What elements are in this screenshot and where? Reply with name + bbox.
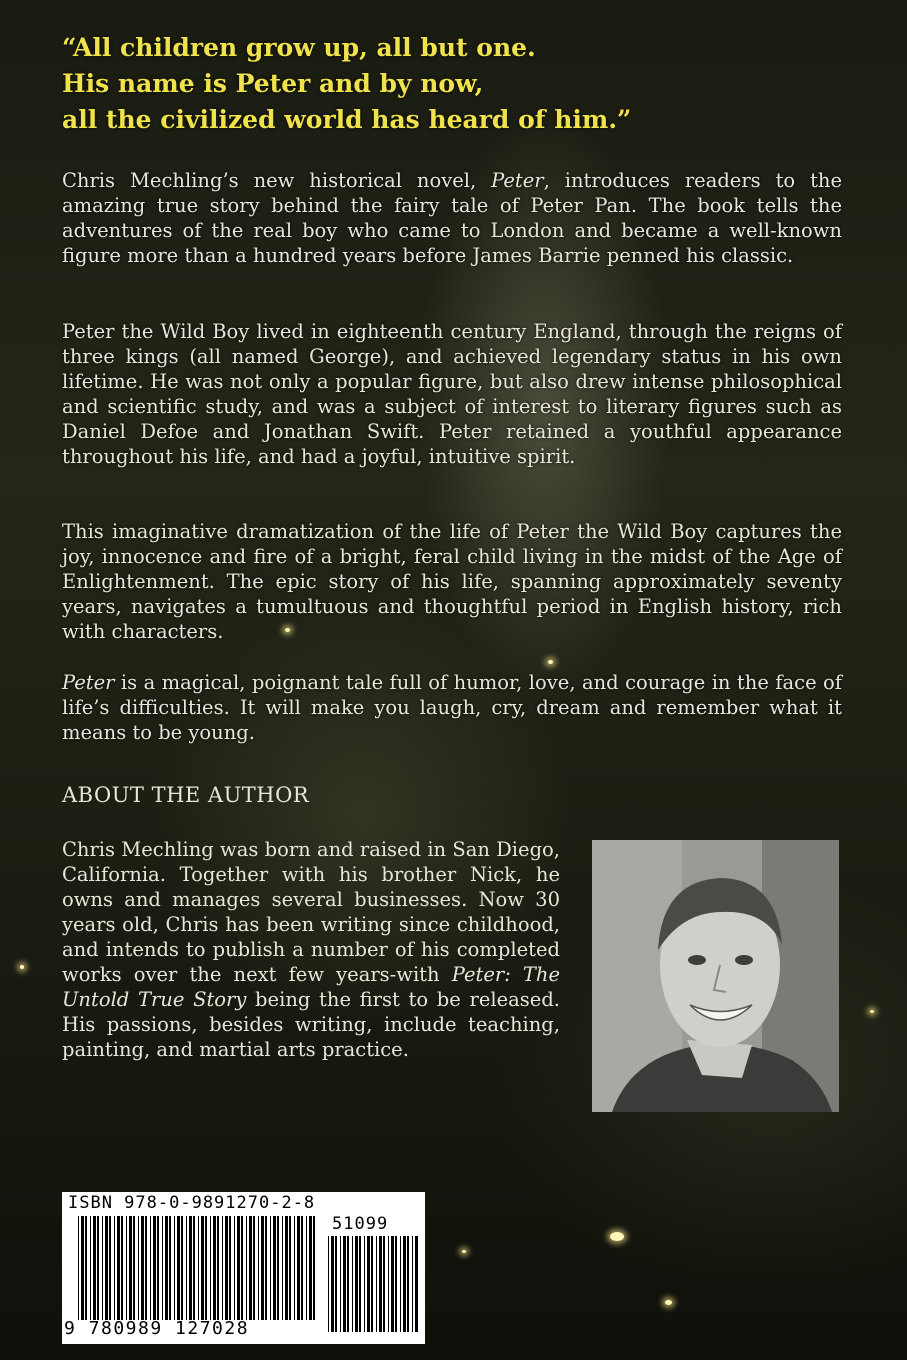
barcode-bar (347, 1236, 349, 1332)
barcode-bar (177, 1216, 180, 1320)
firefly-speck (20, 965, 24, 969)
barcode-bar (301, 1216, 303, 1320)
description-paragraph-3: This imaginative dramatization of the life of Peter the Wild Boy captures the joy, innocence and fire of a bright, feral child living in the midst of the Age of Enlightenment. The epic story of his life, spanning approximately seventy years, navigates a tumultuous and thoughtful period in English history, rich with characters. (62, 520, 842, 643)
barcode-bar (309, 1216, 312, 1320)
isbn-barcode (62, 1192, 425, 1344)
barcode-bar (150, 1216, 151, 1320)
ean-digits: 9 780989 127028 (64, 1318, 250, 1339)
description-paragraph-1 (62, 168, 842, 268)
barcode-bar (265, 1216, 267, 1320)
barcode-bar (186, 1216, 187, 1320)
barcode-bar (162, 1216, 163, 1320)
book-title: Peter (62, 671, 115, 694)
barcode-bar (90, 1216, 91, 1320)
barcode-bar (201, 1216, 204, 1320)
barcode-bar (102, 1216, 103, 1320)
barcode-bar (229, 1216, 231, 1320)
barcode-bar (407, 1236, 409, 1332)
barcode-bar (395, 1236, 397, 1332)
barcode-bar (133, 1216, 135, 1320)
barcode-bar (403, 1236, 406, 1332)
barcode-bar (335, 1236, 337, 1332)
firefly-speck (462, 1250, 466, 1253)
barcode-bar (174, 1216, 175, 1320)
barcode-bar (234, 1216, 235, 1320)
barcode-bar (249, 1216, 252, 1320)
firefly-speck (610, 1232, 624, 1241)
barcode-bar (313, 1216, 315, 1320)
barcode-bar (277, 1216, 279, 1320)
barcode-bar (331, 1236, 334, 1332)
barcode-bar (237, 1216, 240, 1320)
barcode-bar (85, 1216, 87, 1320)
text-run: is a magical, poignant tale full of humor, love, and courage in the face of life’s difficulties. It will make you laugh, cry, dream and remember what it means to be young. (62, 671, 842, 744)
barcode-bar (367, 1236, 370, 1332)
barcode-bar (114, 1216, 115, 1320)
barcode-bar (193, 1216, 195, 1320)
barcode-bar (129, 1216, 132, 1320)
barcode-bar (343, 1236, 346, 1332)
barcode-bar (217, 1216, 219, 1320)
author-portrait-illustration (592, 840, 839, 1112)
barcode-bar (126, 1216, 127, 1320)
quote-line: “All children grow up, all but one. (62, 33, 536, 62)
barcode-bar (383, 1236, 385, 1332)
barcode-bar (121, 1216, 123, 1320)
price-code: 51099 (332, 1214, 389, 1234)
barcode-bar (181, 1216, 183, 1320)
barcode-bar (379, 1236, 382, 1332)
barcode-bar (400, 1236, 401, 1332)
barcode-bar (297, 1216, 300, 1320)
barcode-bar (328, 1236, 329, 1332)
barcode-bar (359, 1236, 361, 1332)
firefly-speck (665, 1300, 672, 1305)
description-paragraph-2: Peter the Wild Boy lived in eighteenth century England, through the reigns of three kings (all named George), and achieved legendary status in his own lifetime. He was not only a popular figure, but also drew intense philosophical and scientific study, and was a subject of interest to literary figures such as Daniel Defoe and Jonathan Swift. Peter retained a youthful appearance throughout his life, and had a joyful, intuitive spirit. (62, 320, 842, 468)
description-paragraph-4 (62, 670, 842, 745)
barcode-bar (289, 1216, 291, 1320)
about-author-heading: ABOUT THE AUTHOR (62, 783, 310, 807)
barcode-bar (415, 1236, 418, 1332)
barcode-bar (261, 1216, 264, 1320)
price-barcode-bars (328, 1236, 420, 1332)
barcode-bar (355, 1236, 358, 1332)
barcode-bar (285, 1216, 288, 1320)
barcode-bar (210, 1216, 211, 1320)
barcode-bar (352, 1236, 353, 1332)
barcode-bar (157, 1216, 159, 1320)
cover-quote (62, 30, 862, 138)
text-run: being the first to be released. His passions, besides writing, include teaching, painting, and martial arts practice. (62, 988, 560, 1061)
barcode-bar (282, 1216, 283, 1320)
barcode-bar (153, 1216, 156, 1320)
author-bio (62, 837, 560, 1062)
barcode-bar (376, 1236, 377, 1332)
barcode-bar (246, 1216, 247, 1320)
barcode-bar (145, 1216, 147, 1320)
barcode-bar (306, 1216, 307, 1320)
quote-line: all the civilized world has heard of him.” (62, 105, 632, 134)
barcode-bar (78, 1216, 79, 1320)
barcode-bar (388, 1236, 389, 1332)
barcode-bar (294, 1216, 295, 1320)
barcode-bar (364, 1236, 365, 1332)
barcode-bar (258, 1216, 259, 1320)
barcode-bar (222, 1216, 223, 1320)
barcode-bar (189, 1216, 192, 1320)
barcode-bar (109, 1216, 111, 1320)
text-run: Chris Mechling’s new historical novel, (62, 169, 492, 192)
barcode-bar (165, 1216, 168, 1320)
barcode-bar (169, 1216, 171, 1320)
barcode-bar (138, 1216, 139, 1320)
barcode-bar (97, 1216, 99, 1320)
ean-barcode-bars (78, 1216, 318, 1320)
barcode-bar (391, 1236, 394, 1332)
barcode-bar (241, 1216, 243, 1320)
barcode-bar (105, 1216, 108, 1320)
barcode-bar (93, 1216, 96, 1320)
barcode-bar (270, 1216, 271, 1320)
firefly-speck (548, 660, 553, 664)
barcode-bar (412, 1236, 413, 1332)
barcode-bar (117, 1216, 120, 1320)
firefly-speck (870, 1010, 874, 1013)
book-title: Peter: The Untold True Story (62, 963, 561, 1011)
book-title: Peter (491, 169, 544, 192)
isbn-number: ISBN 978-0-9891270-2-8 (68, 1193, 316, 1213)
quote-line: His name is Peter and by now, (62, 69, 484, 98)
author-photo (592, 840, 839, 1112)
barcode-bar (340, 1236, 341, 1332)
barcode-bar (198, 1216, 199, 1320)
barcode-bar (141, 1216, 144, 1320)
barcode-bar (371, 1236, 373, 1332)
barcode-bar (253, 1216, 255, 1320)
barcode-bar (205, 1216, 207, 1320)
barcode-bar (225, 1216, 228, 1320)
text-run: Chris Mechling was born and raised in San Diego, California. Together with his brother Nick, he owns and manages several businesses. Now 30 years old, Chris has been writing since childhood, and intends to publish a number of his completed works over the next few years-with (62, 838, 560, 986)
barcode-bar (81, 1216, 84, 1320)
barcode-bar (213, 1216, 216, 1320)
barcode-bar (273, 1216, 276, 1320)
text-run: , introduces readers to the amazing true story behind the fairy tale of Peter Pan. The book tells the adventures of the real boy who came to London and became a well-known figure more than a hundred years before James Barrie penned his classic. (62, 169, 843, 267)
